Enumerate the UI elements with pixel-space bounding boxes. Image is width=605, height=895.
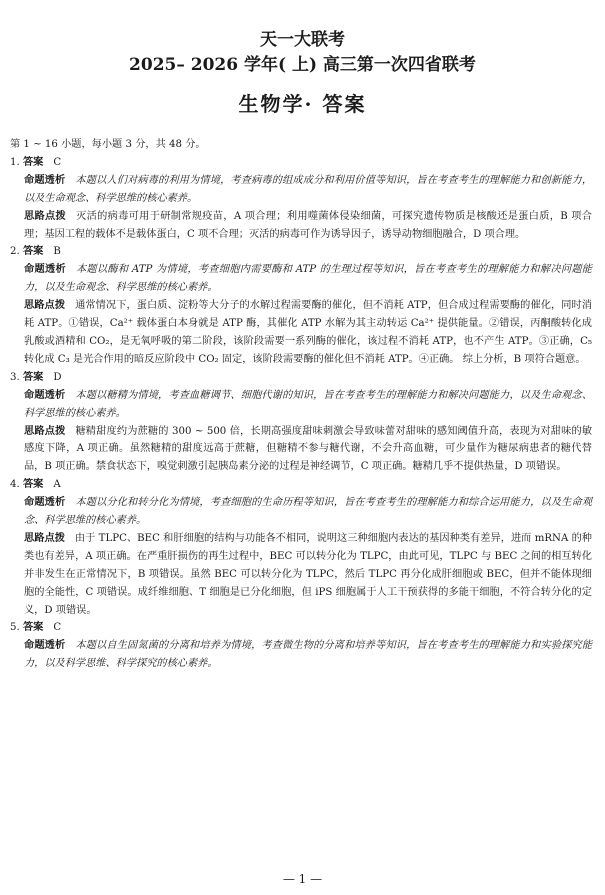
tips-label: 思路点拨 [24, 531, 65, 544]
answer-content [10, 136, 592, 673]
tips-text: 灭活的病毒可用于研制常规疫苗，A 项合理；利用噬菌体侵染细菌，可探究遗传物质是核酸还是蛋白质，B 项合理；基因工程的载体不是载体蛋白，C 项不合理；灭活的病毒可作为诱导因子，诱导动物细胞融合，D 项合理。 [24, 210, 592, 240]
page-number: — 1 — [282, 872, 323, 886]
answer-value: D [53, 371, 62, 383]
question-number: 4. [10, 479, 20, 491]
analysis-paragraph [10, 637, 592, 673]
tips-text: 通常情况下，蛋白质、淀粉等大分子的水解过程需要酶的催化，但不消耗 ATP，但合成过程需要酶的催化，同时消耗 ATP。①错误，Ca²⁺ 载体蛋白本身就是 ATP 酶，其催化 ATP 水解为其主动转运 Ca²⁺ 提供能量。②错误，丙酮酸转化成乳酸或酒精和 CO₂，是无氧呼吸的第二阶段，该阶段需要一系列酶的催化，该过程不消耗 ATP，也不产生 ATP。③正确，C₅ 转化成 C₃ 是光合作用的暗反应阶段中 CO₂ 固定，该阶段需要酶的催化但不消耗 ATP。④正确。 综上分析，B 项符合题意。 [24, 300, 593, 365]
answer-label: 答案 [22, 245, 44, 258]
question-number: 1. [10, 156, 20, 168]
analysis-text: 本题以自生固氮菌的分离和培养为情境，考查微生物的分离和培养等知识，旨在考查考生的理解能力和实验探究能力，以及科学思维、科学探究的核心素养。 [24, 640, 593, 670]
analysis-paragraph [10, 172, 592, 208]
answer-line [10, 369, 592, 387]
question-4 [10, 476, 592, 619]
subject-title: 生物学· 答案 [238, 92, 367, 116]
analysis-paragraph [10, 494, 592, 530]
answer-line [10, 476, 592, 494]
analysis-text: 本题以人们对病毒的利用为情境，考查病毒的组成成分和利用价值等知识，旨在考查考生的理解能力和创新能力，以及生命观念、科学思维的核心素养。 [24, 174, 593, 204]
analysis-text: 本题以分化和转分化为情境，考查细胞的生命历程等知识，旨在考查考生的理解能力和综合运用能力，以及生命观念、科学思维的核心素养。 [24, 497, 593, 527]
scoring-intro: 第 1 ~ 16 小题，每小题 3 分，共 48 分。 [10, 139, 206, 150]
analysis-label: 命题透析 [24, 173, 66, 186]
exam-title: 2025– 2026 学年( 上) 高三第一次四省联考 [129, 55, 476, 75]
tips-label: 思路点拨 [24, 424, 66, 437]
tips-text: 糖精甜度约为蔗糖的 300 ~ 500 倍，长期高强度甜味刺激会导致味蕾对甜味的感知阈值升高，表现为对甜味的敏感度下降，A 项正确。虽然糖精的甜度远高于蔗糖，但糖精不参与糖代谢，不会升高血糖，可少量作为糖尿病患者的糖代替品，B 项正确。禁食状态下，嗅觉刺激引起胰岛素分泌的过程是神经调节，C 项正确。糖精几乎不提供热量，D 项错误。 [24, 425, 593, 473]
answer-value: B [53, 246, 61, 258]
analysis-label: 命题透析 [24, 388, 66, 401]
analysis-text: 本题以糖精为情境，考查血糖调节、细胞代谢的知识，旨在考查考生的理解能力和解决问题能力，以及生命观念、科学思维的核心素养。 [24, 389, 593, 419]
answer-line [10, 619, 592, 637]
question-2 [10, 243, 592, 368]
question-1 [10, 154, 592, 244]
tips-paragraph [10, 423, 592, 477]
analysis-label: 命题透析 [24, 639, 66, 652]
question-number: 5. [10, 622, 20, 634]
answer-label: 答案 [22, 621, 44, 634]
tips-text: 由于 TLPC、BEC 和肝细胞的结构与功能各不相同，说明这三种细胞内表达的基因种类有差异，进而 mRNA 的种类也有差异，A 项正确。在严重肝损伤的再生过程中，BEC 可以转分化为 TLPC，由此可见，TLPC 与 BEC 之间的相互转化并非发生在正常情况下，B 项错误。虽然 BEC 可以转分化为 TLPC，然后 TLPC 再分化成肝细胞或 BEC，但并不能体现细胞的全能性，C 项错误。成纤维细胞、T 细胞是已分化细胞，但 iPS 细胞属于人工干预获得的多能干细胞，不符合转分化的定义，D 项错误。 [24, 532, 592, 616]
answer-label: 答案 [22, 155, 44, 168]
question-3 [10, 369, 592, 476]
answer-label: 答案 [22, 478, 44, 491]
analysis-label: 命题透析 [24, 263, 66, 276]
tips-paragraph [10, 297, 592, 369]
answer-line [10, 243, 592, 261]
question-number: 3. [10, 371, 20, 383]
tips-paragraph [10, 208, 592, 244]
tips-label: 思路点拨 [24, 299, 66, 312]
analysis-text: 本题以酶和 ATP 为情境，考查细胞内需要酶和 ATP 的生理过程等知识，旨在考查考生的理解能力和解决问题能力，以及生命观念、科学思维的核心素养。 [24, 264, 592, 294]
question-number: 2. [10, 246, 20, 258]
analysis-label: 命题透析 [24, 496, 66, 509]
tips-paragraph [10, 530, 592, 620]
answer-value: C [53, 156, 62, 168]
exam-org-title: 天一大联考 [260, 30, 345, 50]
analysis-paragraph [10, 261, 592, 297]
analysis-paragraph [10, 387, 592, 423]
answer-line [10, 154, 592, 172]
answer-label: 答案 [22, 370, 44, 383]
tips-label: 思路点拨 [24, 209, 67, 222]
answer-value: C [53, 622, 62, 634]
question-5 [10, 619, 592, 673]
answer-value: A [53, 479, 61, 491]
